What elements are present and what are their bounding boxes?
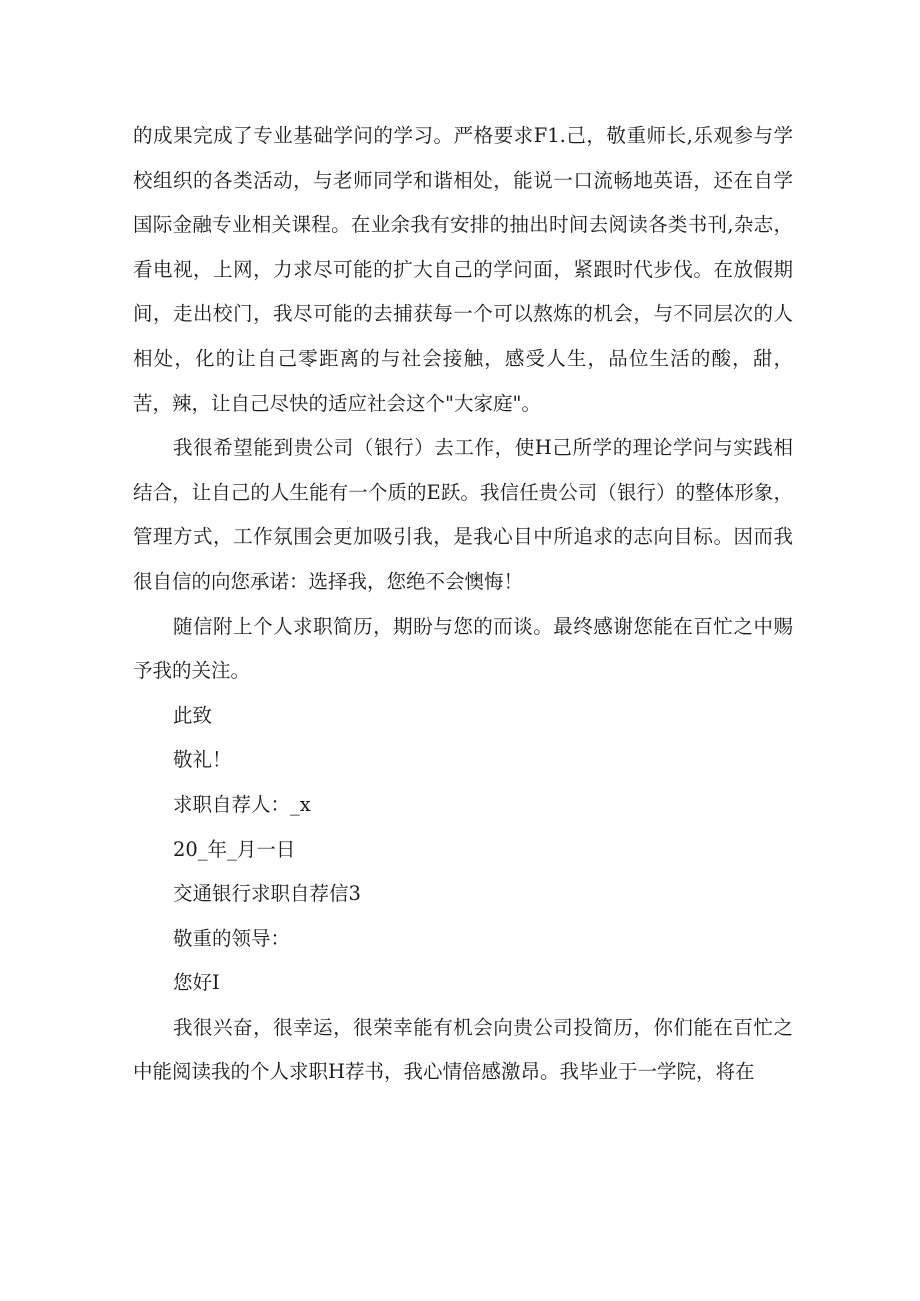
signer-line: 求职自荐人：_x: [173, 792, 311, 816]
paragraph-introduction: 我很兴奋，很幸运，很荣幸能有机会向贵公司投简历，你们能在百忙之中能阅读我的个人求职H荐书，我心情倍感激昂。我毕业于一学院，将在: [133, 1015, 793, 1084]
date-line: 20_年_月一日: [173, 837, 296, 861]
greeting-line: 您好I: [173, 971, 220, 995]
closing-line-1: 此致: [173, 703, 213, 727]
paragraph-work-aspiration: 我很希望能到贵公司（银行）去工作，使H己所学的理论学问与实践相结合，让自己的人生能有一个质的E跃。我信任贵公司（银行）的整体形象，管理方式，工作氛围会更加吸引我，是我心目中所追求的志向目标。因而我很自信的向您承诺：选择我，您绝不会懊悔！: [133, 436, 793, 593]
paragraph-study-continuation: 的成果完成了专业基础学问的学习。严格要求F1.己，敬重师长,乐观参与学校组织的各类活动，与老师同学和谐相处，能说一口流畅地英语，还在自学国际金融专业相关课程。在业余我有安排的抽出时间去阅读各类书刊,杂志，看电视，上网，力求尽可能的扩大自己的学问面，紧跟时代步伐。在放假期间，走出校门，我尽可能的去捕获每一个可以熬炼的机会，与不同层次的人相处，化的让自己零距离的与社会接触，感受人生，品位生活的酸，甜，苦，辣，让自己尽快的适应社会这个"大家庭"。: [133, 124, 793, 415]
paragraph-attachment-thanks: 随信附上个人求职简历，期盼与您的而谈。最终感谢您能在百忙之中赐予我的关注。: [133, 614, 793, 683]
document-body: [133, 114, 793, 1095]
salutation-line: 敬重的领导：: [173, 926, 291, 950]
closing-line-2: 敬礼！: [173, 748, 232, 772]
letter-title: 交通银行求职自荐信3: [173, 882, 361, 906]
